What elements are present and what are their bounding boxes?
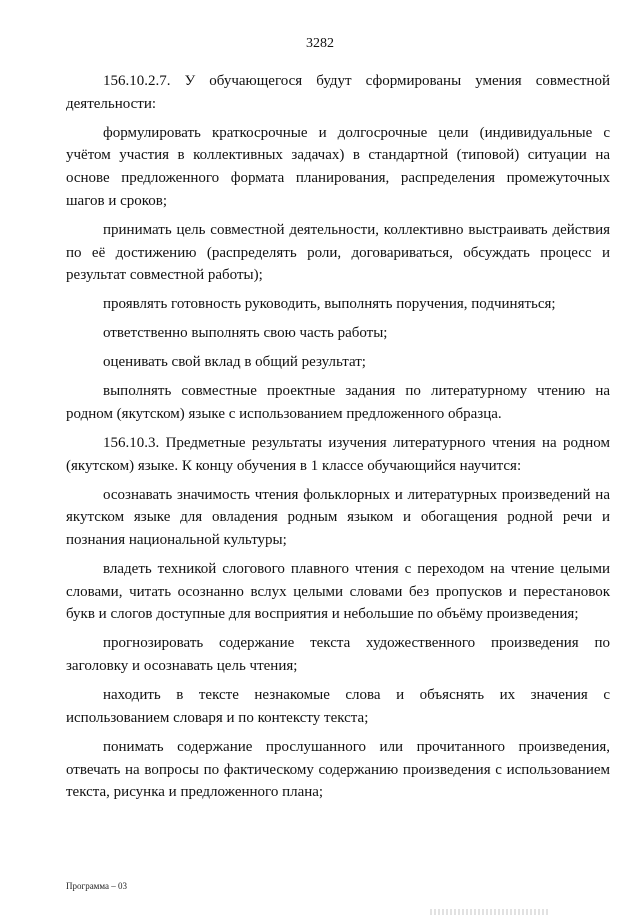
- page-number: 3282: [306, 36, 334, 51]
- paragraph-readiness-to-lead: проявлять готовность руководить, выполнять поручения, подчиняться;: [103, 296, 556, 313]
- paragraph-understand-content: понимать содержание прослушанного или прочитанного произведения, отвечать на вопросы по фактическому содержанию произведения с использованием текста, рисунка и предложенного плана;: [66, 738, 610, 801]
- paragraph-responsibility: ответственно выполнять свою часть работы;: [103, 325, 388, 342]
- paragraph-assess-contribution: оценивать свой вклад в общий результат;: [103, 354, 366, 371]
- paragraph-predict-content: прогнозировать содержание текста художественного произведения по заголовку и осознавать цель чтения;: [66, 635, 610, 675]
- paragraph-formulate-goals: формулировать краткосрочные и долгосрочные цели (индивидуальные с учётом участия в коллективных задачах) в стандартной (типовой) ситуации на основе предложенного формата планирования, распределения промежуточных шагов и сроков;: [66, 124, 610, 209]
- scan-artifact: [430, 909, 550, 915]
- paragraph-subject-results-heading: 156.10.3. Предметные результаты изучения литературного чтения на родном (якутском) языке. К концу обучения в 1 классе обучающийся научится:: [66, 434, 610, 474]
- paragraph-reading-technique: владеть техникой слогового плавного чтения с переходом на чтение целыми словами, читать осознанно вслух целыми словами без пропусков и перестановок букв и слогов доступные для восприятия и небольшие по объёму произведения;: [66, 561, 610, 623]
- footer-program-label: Программа – 03: [66, 881, 128, 891]
- paragraph-unknown-words: находить в тексте незнакомые слова и объяснять их значения с использованием словаря и по контексту текста;: [66, 687, 610, 726]
- paragraph-accept-goal: принимать цель совместной деятельности, коллективно выстраивать действия по её достижению (распределять роли, договариваться, обсуждать процесс и результат совместной работы);: [66, 221, 610, 284]
- paragraph-reading-significance: осознавать значимость чтения фольклорных и литературных произведений на якутском языке для овладения родным языком и обогащения родной речи и познания национальной культуры;: [66, 486, 610, 549]
- paragraph-collab-skills-heading: 156.10.2.7. У обучающегося будут сформированы умения совместной деятельности:: [66, 73, 610, 112]
- document-body: [66, 70, 610, 810]
- paragraph-joint-projects: выполнять совместные проектные задания по литературному чтению на родном (якутском) языке с использованием предложенного образца.: [66, 383, 610, 422]
